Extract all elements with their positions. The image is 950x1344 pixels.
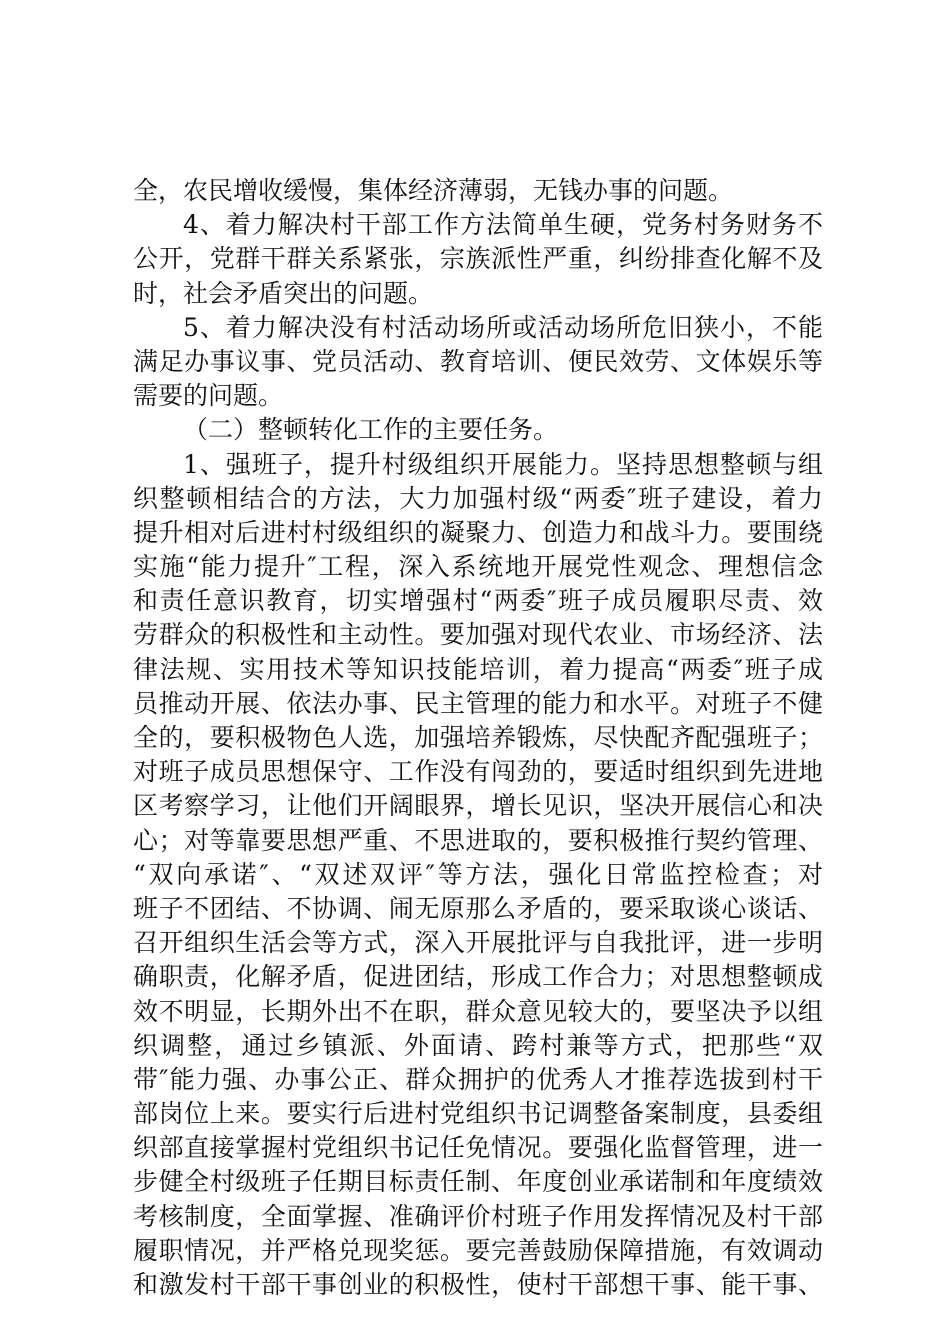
text-line: 召开组织生活会等方式，深入开展批评与自我批评，进一步明 — [133, 928, 823, 958]
text-line: 1、强班子，提升村级组织开展能力。坚持思想整顿与组 — [183, 449, 823, 479]
text-line: 班子不团结、不协调、闹无原那么矛盾的，要采取谈心谈话、 — [133, 893, 823, 923]
text-line: 步健全村级班子任期目标责任制、年度创业承诺制和年度绩效 — [133, 1167, 823, 1197]
text-line: 4、着力解决村干部工作方法简单生硬，党务村务财务不 — [183, 210, 823, 240]
text-line: 区考察学习，让他们开阔眼界，增长见识，坚决开展信心和决 — [133, 791, 823, 821]
text-line: 满足办事议事、党员活动、教育培训、便民效劳、文体娱乐等 — [133, 346, 823, 376]
text-line: 提升相对后进村村级组织的凝聚力、创造力和战斗力。要围绕 — [133, 517, 823, 547]
text-line: （二）整顿转化工作的主要任务。 — [183, 415, 559, 445]
text-line: 心；对等靠要思想严重、不思进取的，要积极推行契约管理、 — [133, 825, 823, 855]
text-line: 时，社会矛盾突出的问题。 — [133, 278, 434, 308]
text-line: 织整顿相结合的方法，大力加强村级“两委″班子建设，着力 — [133, 483, 823, 513]
text-line: 需要的问题。 — [133, 381, 284, 411]
text-line: 对班子成员思想保守、工作没有闯劲的，要适时组织到先进地 — [133, 757, 823, 787]
text-line: 5、着力解决没有村活动场所或活动场所危旧狭小，不能 — [183, 312, 823, 342]
text-line: 全的，要积极物色人选，加强培养锻炼，尽快配齐配强班子； — [133, 723, 823, 752]
text-line: 全，农民增收缓慢，集体经济薄弱，无钱办事的问题。 — [133, 176, 734, 205]
text-line: 和激发村干部干事创业的积极性，使村干部想干事、能干事、 — [133, 1270, 823, 1299]
text-line: 带″能力强、办事公正、群众拥护的优秀人才推荐选拔到村干 — [133, 1064, 823, 1094]
text-line: “双向承诺″、“双述双评″等方法，强化日常监控检查；对 — [133, 859, 823, 889]
text-line: 确职责，化解矛盾，促进团结，形成工作合力；对思想整顿成 — [133, 962, 823, 992]
text-line: 履职情况，并严格兑现奖惩。要完善鼓励保障措施，有效调动 — [133, 1235, 823, 1265]
text-line: 织部直接掌握村党组织书记任免情况。要强化监督管理，进一 — [133, 1133, 823, 1163]
text-line: 员推动开展、依法办事、民主管理的能力和水平。对班子不健 — [133, 688, 823, 718]
text-line: 部岗位上来。要实行后进村党组织书记调整备案制度，县委组 — [133, 1099, 823, 1129]
text-line: 织调整，通过乡镇派、外面请、跨村兼等方式，把那些“双 — [133, 1030, 823, 1060]
text-line: 效不明显，长期外出不在职，群众意见较大的，要坚决予以组 — [133, 996, 823, 1026]
text-line: 公开，党群干群关系紧张，宗族派性严重，纠纷排查化解不及 — [133, 244, 823, 274]
text-line: 劳群众的积极性和主动性。要加强对现代农业、市场经济、法 — [133, 620, 823, 650]
text-line: 律法规、实用技术等知识技能培训，着力提高“两委″班子成 — [133, 654, 823, 684]
document-body — [133, 174, 823, 1302]
text-line: 和责任意识教育，切实增强村“两委″班子成员履职尽责、效 — [133, 586, 823, 616]
text-line: 考核制度，全面掌握、准确评价村班子作用发挥情况及村干部 — [133, 1201, 823, 1231]
text-line: 实施“能力提升″工程，深入系统地开展党性观念、理想信念 — [133, 552, 823, 582]
